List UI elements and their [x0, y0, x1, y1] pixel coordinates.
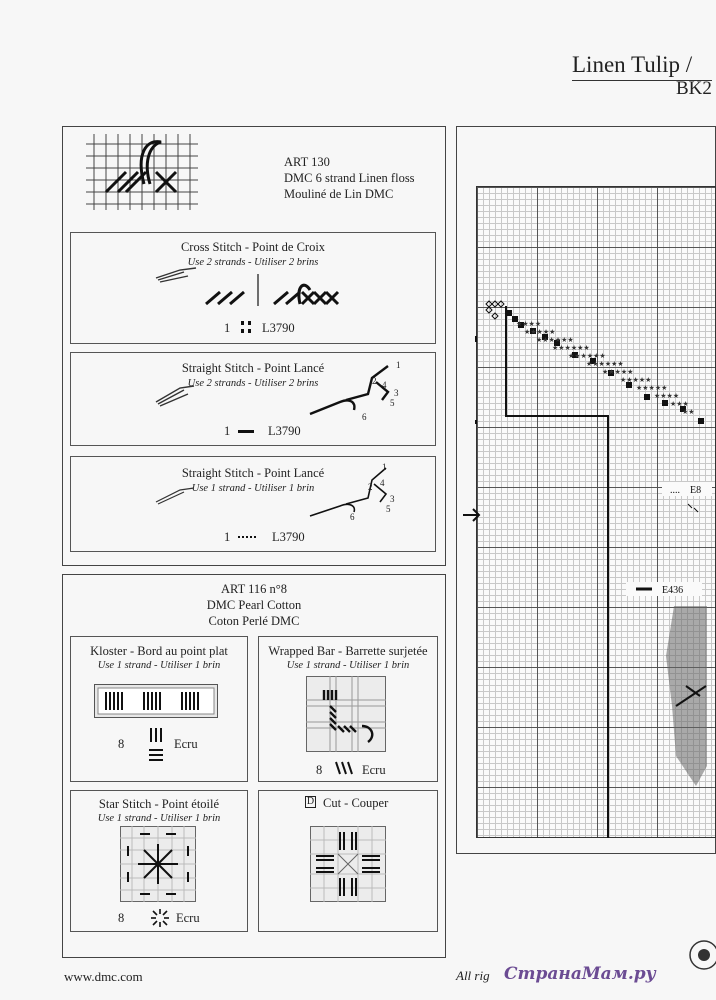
straight-stitch-2-color: L3790	[268, 424, 301, 438]
art130-line-1: ART 130	[284, 155, 330, 169]
watermark-text: СтранаМам.ру	[504, 964, 656, 984]
svg-text:★★★★★: ★★★★★	[620, 376, 652, 384]
svg-text:★★★: ★★★	[670, 400, 689, 408]
kloster-strands: Use 1 strand - Utiliser 1 brin	[97, 660, 221, 671]
kloster-symbol-icon	[148, 726, 164, 766]
svg-text:★★★★★: ★★★★★	[524, 328, 556, 336]
pattern-title: Linen Tulip /	[572, 52, 693, 77]
pattern-code: BK2	[676, 78, 712, 99]
wrapped-bar-count: 8	[316, 763, 323, 777]
cross-stitch-strands: Use 2 strands - Utiliser 2 brins	[187, 257, 319, 268]
diagram-number-5: 5	[386, 504, 391, 514]
straight-stitch-2-diagram	[150, 358, 410, 422]
cut-title: Cut - Couper	[323, 796, 389, 810]
star-stitch-title: Star Stitch - Point étoilé	[98, 797, 220, 811]
kloster-count: 8	[118, 737, 125, 751]
wrapped-bar-diagram	[306, 676, 386, 752]
art116-line-1: ART 116 n°8	[220, 582, 288, 596]
dmc-logo-icon	[678, 940, 707, 970]
straight-stitch-1-count: 1	[224, 530, 231, 544]
cut-key: D	[306, 796, 315, 807]
diagram-number-6: 6	[350, 512, 355, 522]
star-stitch-diagram	[120, 826, 196, 902]
footer-website[interactable]: www.dmc.com	[64, 969, 143, 984]
svg-text:★★★★: ★★★★	[516, 320, 542, 328]
straight-stitch-2-strands: Use 2 strands - Utiliser 2 brins	[187, 378, 319, 389]
star-stitch-strands: Use 1 strand - Utiliser 1 brin	[97, 813, 221, 824]
footer-rights: All rig	[456, 968, 490, 983]
straight-stitch-2-count: 1	[224, 424, 231, 438]
svg-text:★★★★★: ★★★★★	[602, 368, 634, 376]
diagram-number-6: 6	[362, 412, 367, 422]
wrapped-bar-strands: Use 1 strand - Utiliser 1 brin	[286, 660, 410, 671]
svg-text:★★★★: ★★★★	[654, 392, 680, 400]
diagram-number-1: 1	[396, 360, 401, 370]
stitch-chart-overlay	[476, 186, 707, 838]
cross-stitch-title: Cross Stitch - Point de Croix	[180, 240, 326, 254]
diagram-number-5: 5	[390, 398, 395, 408]
straight-stitch-1-diagram	[150, 432, 410, 522]
cross-stitch-symbol-icon	[240, 320, 252, 334]
diagram-number-4: 4	[380, 478, 385, 488]
cross-stitch-count: 1	[224, 321, 231, 335]
art130-line-3: Mouliné de Lin DMC	[284, 187, 394, 201]
wrapped-bar-symbol-icon	[334, 760, 354, 776]
diagram-number-3: 3	[394, 388, 399, 398]
svg-text:★★★★★★: ★★★★★★	[552, 344, 590, 352]
diagram-number-4: 4	[382, 380, 387, 390]
kloster-title: Kloster - Bord au point plat	[90, 644, 228, 658]
diagram-number-2: 2	[368, 482, 373, 492]
art116-line-3: Coton Perlé DMC	[208, 614, 300, 628]
kloster-diagram	[94, 684, 218, 718]
wrapped-bar-title: Wrapped Bar - Barrette surjetée	[268, 644, 428, 658]
star-stitch-count: 8	[118, 911, 125, 925]
star-stitch-color: Ecru	[176, 911, 200, 925]
straight-stitch-2-title: Straight Stitch - Point Lancé	[181, 361, 325, 375]
straight-stitch-1-color: L3790	[272, 530, 305, 544]
straight-stitch-1-symbol-icon	[238, 536, 256, 538]
chart-label-e8: E8	[690, 485, 702, 496]
diagram-number-2: 2	[372, 376, 377, 386]
cut-diagram	[310, 826, 386, 902]
chart-label-e436: E436	[662, 585, 684, 596]
svg-text:★★★★★★: ★★★★★★	[536, 336, 574, 344]
wrapped-bar-color: Ecru	[362, 763, 386, 777]
svg-text:....: ....	[670, 485, 680, 496]
diagram-number-3: 3	[390, 494, 395, 504]
svg-text:★★★★★: ★★★★★	[636, 384, 668, 392]
svg-text:★★★★★★: ★★★★★★	[586, 360, 624, 368]
linen-floss-illustration	[86, 134, 198, 210]
straight-stitch-1-title: Straight Stitch - Point Lancé	[181, 466, 325, 480]
cross-stitch-diagram	[150, 264, 360, 308]
cross-stitch-color: L3790	[262, 321, 295, 335]
center-arrow-icon	[462, 506, 482, 524]
art130-line-2: DMC 6 strand Linen floss	[284, 171, 415, 185]
kloster-color: Ecru	[174, 737, 198, 751]
svg-text:★★★★★★: ★★★★★★	[568, 352, 606, 360]
svg-text:★★: ★★	[682, 408, 695, 416]
straight-stitch-1-strands: Use 1 strand - Utiliser 1 brin	[191, 483, 315, 494]
diagram-number-1: 1	[382, 462, 387, 472]
art116-line-2: DMC Pearl Cotton	[206, 598, 302, 612]
star-stitch-symbol-icon	[150, 908, 170, 928]
